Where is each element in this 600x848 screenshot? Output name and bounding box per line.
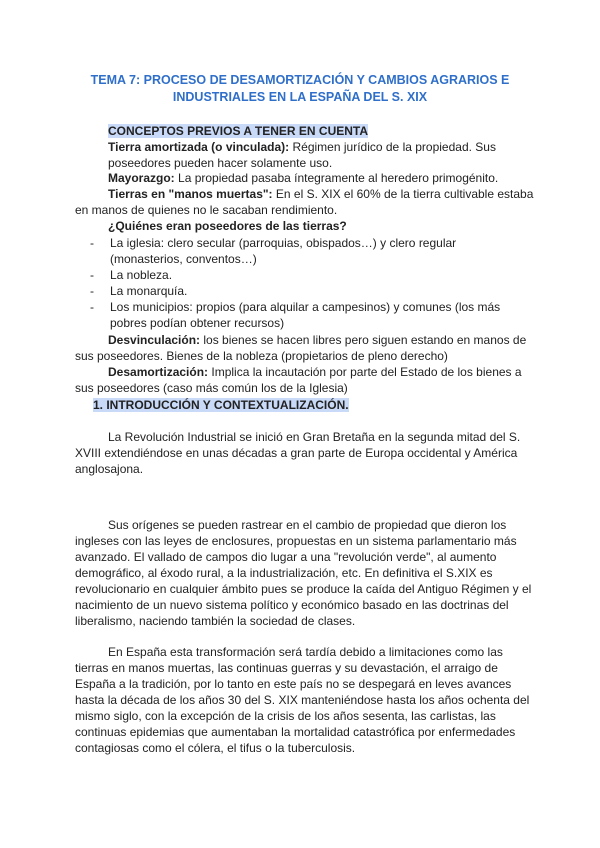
section-heading: 1. INTRODUCCIÓN Y CONTEXTUALIZACIÓN. (93, 398, 349, 412)
def-mayorazgo: Mayorazgo: La propiedad pasaba íntegramente al heredero primogénito. (108, 171, 499, 185)
paragraph: Sus orígenes se pueden rastrear en el cambio de propiedad que dieron los ingleses con las leyes de enclosures, propuestas en un sistema parlamentario más avanzado. El vallado de campos dio lugar a una "revolución verde", al aumento demográfico, al éxodo rural, a la industrialización, etc. En definitiva el S.XIX es revolucionario en cualquier ámbito pues se produce la caída del Antiguo Régimen y el nacimiento de un nuevo sistema político y económico basado en las doctrinas del liberalismo, naciendo también la sociedad de clases. (75, 518, 532, 628)
document-title: TEMA 7: PROCESO DE DESAMORTIZACIÓN Y CAMBIOS AGRARIOS E INDUSTRIALES EN LA ESPAÑA DEL S. XIX (90, 73, 510, 104)
def-desvinculacion: Desvinculación: los bienes se hacen libres pero siguen estando en manos de sus poseedores. Bienes de la nobleza (propietarios de pleno derecho) (75, 333, 527, 363)
concepts-heading: CONCEPTOS PREVIOS A TENER EN CUENTA (108, 124, 369, 138)
paragraph: En España esta transformación será tardía debido a limitaciones como las tierras en manos muertas, las continuas guerras y su devastación, el arraigo de España a la tradición, por lo tanto en este país no se despegará en leves avances hasta la década de los años 30 del S. XIX manteniéndose hasta los años ochenta del mismo siglo, con la excepción de la crisis de los años sesenta, las carlistas, las continuas epidemias que aumentaban la mortalidad catastrófica por enfermedades contagiosas como el cólera, el tifus o la tuberculosis. (75, 645, 530, 755)
owners-question: ¿Quiénes eran poseedores de las tierras? (108, 219, 347, 233)
concepts-section (75, 123, 535, 171)
paragraph: La Revolución Industrial se inició en Gran Bretaña en la segunda mitad del S. XVIII extendiéndose en unas décadas a gran parte de Europa occidental y América anglosajona. (75, 430, 521, 476)
def-tierra-amortizada: Tierra amortizada (o vinculada): Régimen jurídico de la propiedad. Sus poseedores pueden hacer solamente uso. (108, 140, 496, 170)
def-manos-muertas: Tierras en "manos muertas": En el S. XIX el 60% de la tierra cultivable estaba en manos de quienes no le sacaban rendimiento. (75, 187, 534, 217)
def-desamortizacion: Desamortización: Implica la incautación por parte del Estado de los bienes a sus poseedores (caso más común los de la Iglesia) (75, 365, 522, 395)
